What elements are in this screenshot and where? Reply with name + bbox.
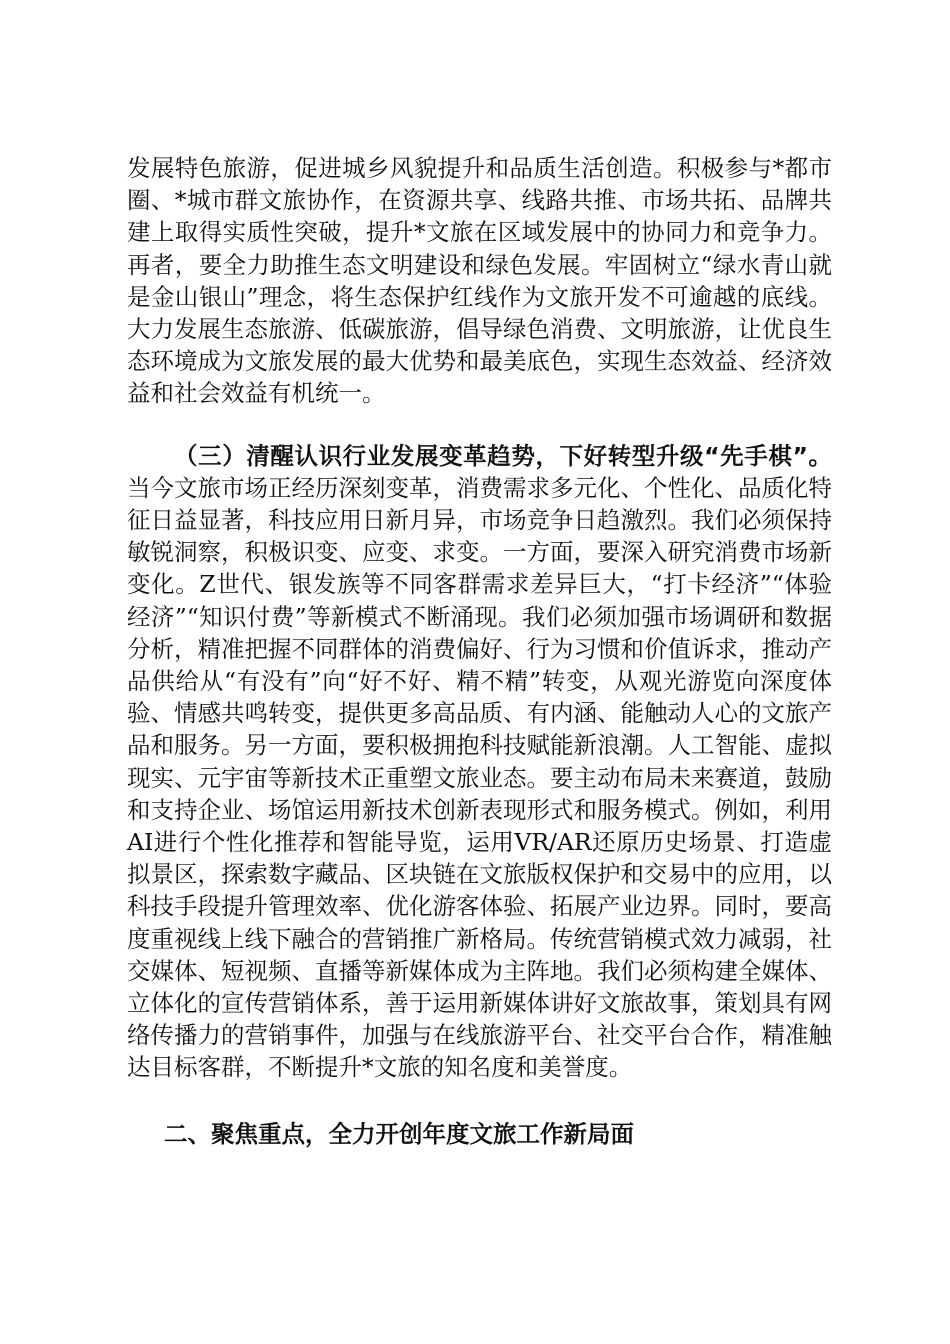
subsection-lead: （三）清醒认识行业发展变革趋势，下好转型升级“先手棋”。 <box>174 441 832 470</box>
subsection-paragraph <box>127 440 832 1084</box>
section-heading: 二、聚焦重点，全力开创年度文旅工作新局面 <box>164 1119 634 1148</box>
subsection-body: 当今文旅市场正经历深刻变革，消费需求多元化、个性化、品质化特征日益显著，科技应用日新月异，市场竞争日趋激烈。我们必须保持敏锐洞察，积极识变、应变、求变。一方面，要深入研究消费市场新变化。Z世代、银发族等不同客群需求差异巨大，“打卡经济”“体验经济”“知识付费”等新模式不断涌现。我们必须加强市场调研和数据分析，精准把握不同群体的消费偏好、行为习惯和价值诉求，推动产品供给从“有没有”向“好不好、精不精”转变，从观光游览向深度体验、情感共鸣转变，提供更多高品质、有内涵、能触动人心的文旅产品和服务。另一方面，要积极拥抱科技赋能新浪潮。人工智能、虚拟现实、元宇宙等新技术正重塑文旅业态。要主动布局未来赛道，鼓励和支持企业、场馆运用新技术创新表现形式和服务模式。例如，利用AI进行个性化推荐和智能导览，运用VR/AR还原历史场景、打造虚拟景区，探索数字藏品、区块链在文旅版权保护和交易中的应用，以科技手段提升管理效率、优化游客体验、拓展产业边界。同时，要高度重视线上线下融合的营销推广新格局。传统营销模式效力减弱，社交媒体、短视频、直播等新媒体成为主阵地。我们必须构建全媒体、立体化的宣传营销体系，善于运用新媒体讲好文旅故事，策划具有网络传播力的营销事件，加强与在线旅游平台、社交平台合作，精准触达目标客群，不断提升*文旅的知名度和美誉度。 <box>127 473 832 1082</box>
document-body <box>127 152 832 1150</box>
body-paragraph: 发展特色旅游，促进城乡风貌提升和品质生活创造。积极参与*都市圈、*城市群文旅协作，在资源共享、线路共推、市场共拓、品牌共建上取得实质性突破，提升*文旅在区域发展中的协同力和竞争力。再者，要全力助推生态文明建设和绿色发展。牢固树立“绿水青山就是金山银山”理念，将生态保护红线作为文旅开发不可逾越的底线。大力发展生态旅游、低碳旅游，倡导绿色消费、文明旅游，让优良生态环境成为文旅发展的最大优势和最美底色，实现生态效益、经济效益和社会效益有机统一。 <box>127 154 832 408</box>
